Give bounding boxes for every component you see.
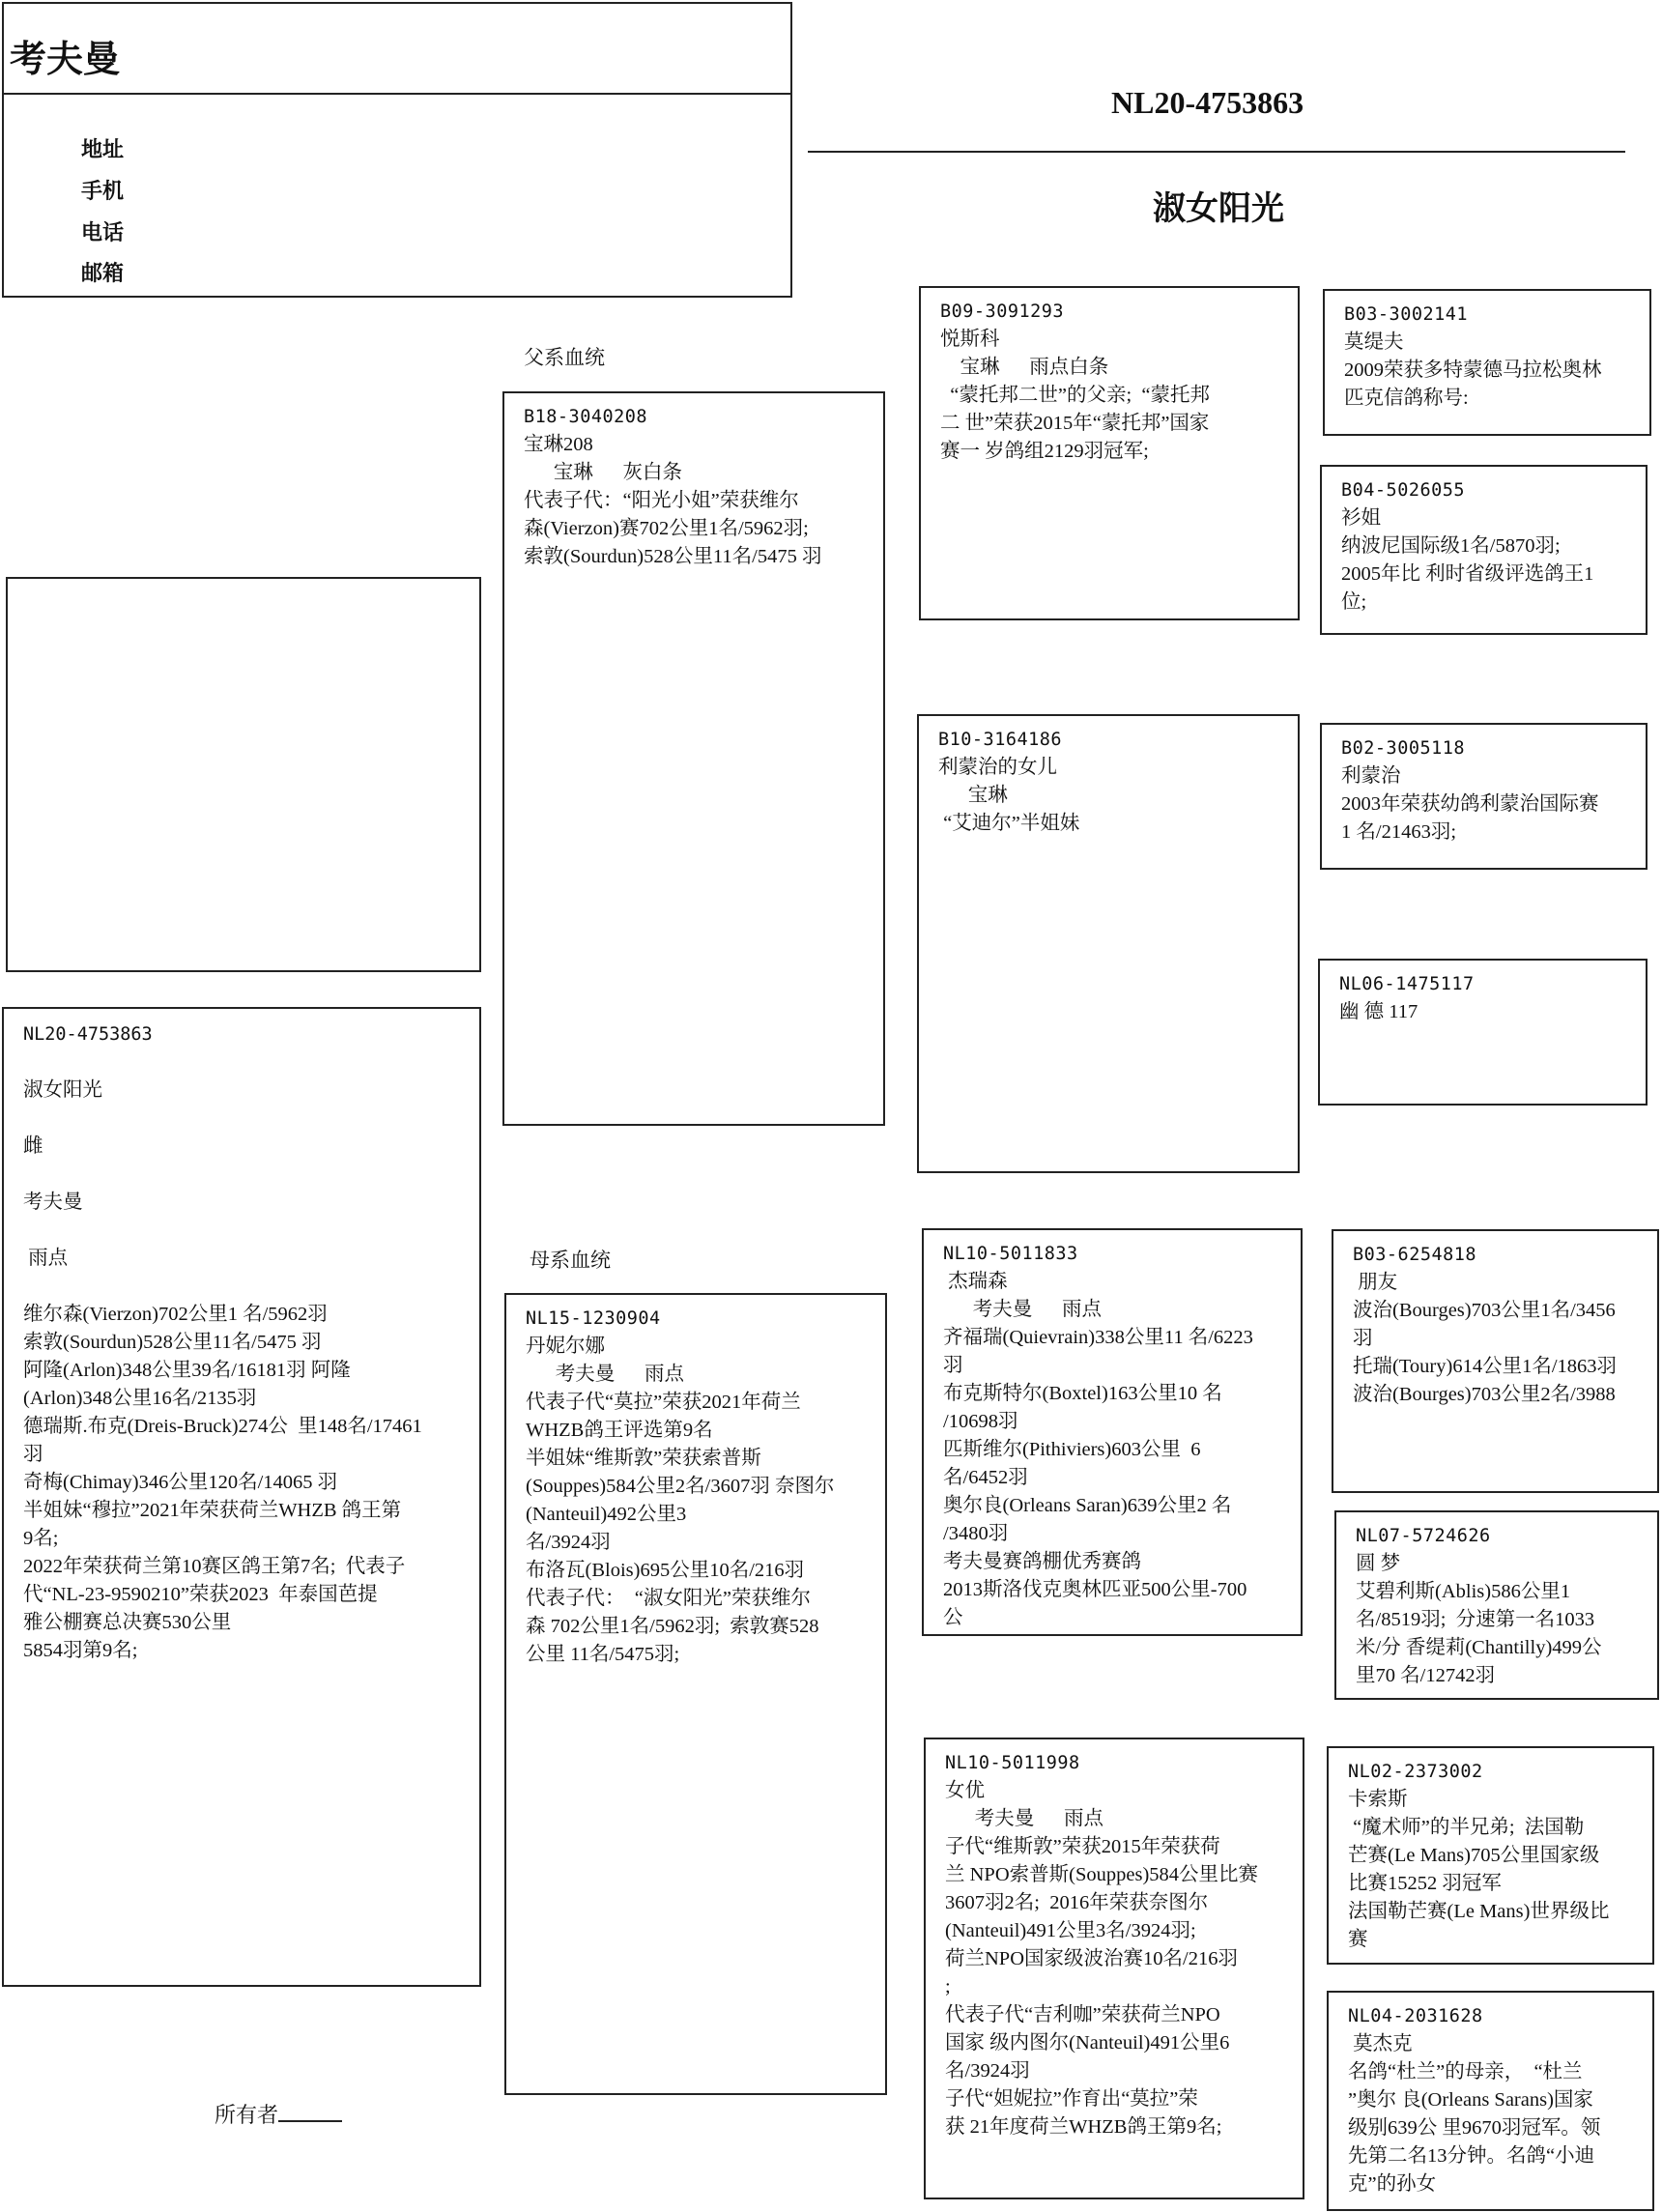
pedigree-line: 羽 (1353, 1328, 1373, 1349)
pedigree-line: “蒙托邦二世”的父亲; “蒙托邦 (940, 385, 1210, 406)
pedigree-line: 里70 名/12742羽 (1356, 1665, 1496, 1686)
pedigree-line: 纳波尼国际级1名/5870羽; (1341, 535, 1561, 557)
dam-dam-sire-card (1327, 1746, 1654, 1965)
pedigree-line: 芒赛(Le Mans)705公里国家级 (1348, 1845, 1600, 1866)
pedigree-line: 名/3924羽 (945, 2060, 1030, 2082)
main-ring-number: NL20-4753863 (23, 1024, 153, 1045)
main-result-line: 雅公棚赛总决赛530公里 (23, 1612, 232, 1633)
pedigree-line: 公里 11名/5475羽; (526, 1644, 680, 1665)
ring-number: NL02-2373002 (1348, 1762, 1483, 1782)
ring-number: NL06-1475117 (1339, 974, 1475, 994)
pedigree-line: 艾碧利斯(Ablis)586公里1 (1356, 1581, 1571, 1602)
pedigree-line: 位; (1341, 591, 1367, 613)
mobile-label: 手机 (81, 180, 125, 204)
pedigree-line: 1 名/21463羽; (1341, 821, 1457, 843)
pedigree-line: 齐福瑞(Quievrain)338公里11 名/6223 (943, 1327, 1253, 1348)
dam-sire-card (922, 1228, 1303, 1636)
pedigree-line: 匹斯维尔(Pithiviers)603公里 6 (943, 1439, 1201, 1460)
pedigree-line: 法国勒芒赛(Le Mans)世界级比 (1348, 1901, 1610, 1922)
dam-line-label: 母系血统 (530, 1249, 611, 1272)
title-divider (808, 151, 1625, 153)
pigeon-name: 朋友 (1353, 1272, 1398, 1293)
title-pigeon-name: 淑女阳光 (1153, 189, 1284, 228)
pedigree-line: 国家 级内图尔(Nanteuil)491公里6 (945, 2032, 1230, 2054)
pedigree-line: 代表子代： “淑女阳光”荣获维尔 (526, 1588, 811, 1609)
pedigree-line: 代表子代“吉利咖”荣获荷兰NPO (945, 2004, 1220, 2025)
ring-number: NL10-5011833 (943, 1244, 1078, 1264)
pedigree-line: “魔术师”的半兄弟; 法国勒 (1348, 1817, 1585, 1838)
pedigree-line: WHZB鸽王评选第9名 (526, 1420, 713, 1441)
pedigree-line: 赛 (1348, 1929, 1368, 1950)
main-pigeon-name: 淑女阳光 (23, 1079, 102, 1101)
dam-sire-sire-card (1332, 1229, 1659, 1493)
pedigree-line: “艾迪尔”半姐妹 (938, 813, 1080, 834)
pedigree-line: 公 (943, 1607, 963, 1628)
pedigree-line: (Nanteuil)492公里3 (526, 1504, 687, 1525)
pedigree-line: 克”的孙女 (1348, 2173, 1437, 2195)
pedigree-line: 波治(Bourges)703公里2名/3988 (1353, 1384, 1616, 1405)
main-result-line: 2022年荣获荷兰第10赛区鸽王第7名; 代表子 (23, 1556, 406, 1577)
ring-number: NL10-5011998 (945, 1753, 1080, 1773)
sire-dam-sire-card (1320, 723, 1648, 870)
pedigree-line: 匹克信鸽称号: (1344, 388, 1469, 409)
main-result-line: 5854羽第9名; (23, 1640, 138, 1661)
pedigree-line: 宝琳 (938, 785, 1008, 806)
pedigree-line: /3480羽 (943, 1523, 1009, 1544)
pedigree-line: 代表子代“莫拉”荣获2021年荷兰 (526, 1392, 801, 1413)
pedigree-line: 森 702公里1名/5962羽; 索敦赛528 (526, 1616, 819, 1637)
pedigree-line: 2005年比 利时省级评选鸽王1 (1341, 563, 1594, 585)
pedigree-line: 考夫曼 雨点 (526, 1364, 684, 1385)
main-breeder: 考夫曼 (23, 1192, 83, 1213)
pedigree-line: 布克斯特尔(Boxtel)163公里10 名 (943, 1383, 1222, 1404)
pedigree-line: 考夫曼赛鸽棚优秀赛鸽 (943, 1551, 1141, 1572)
sire-sire-sire-card (1323, 289, 1651, 436)
pedigree-line: 2013斯洛伐克奥林匹亚500公里-700 (943, 1579, 1247, 1600)
ring-number: B03-3002141 (1344, 304, 1469, 325)
main-result-line: 羽 (23, 1444, 43, 1465)
ring-number: B09-3091293 (940, 302, 1065, 322)
pedigree-line: 考夫曼 雨点 (943, 1299, 1102, 1320)
pedigree-line: 先第二名13分钟。名鸽“小迪 (1348, 2145, 1595, 2167)
ring-number: NL04-2031628 (1348, 2006, 1483, 2026)
pedigree-line: 名/3924羽 (526, 1532, 611, 1553)
pigeon-name: 女优 (945, 1780, 985, 1801)
main-result-line: 9名; (23, 1528, 59, 1549)
ring-number: B10-3164186 (938, 730, 1063, 750)
email-label: 邮箱 (81, 262, 125, 286)
owner-label: 所有者 (215, 2103, 279, 2127)
main-result-line: 代“NL-23-9590210”荣获2023 年泰国芭提 (23, 1584, 378, 1605)
ring-number: B03-6254818 (1353, 1245, 1477, 1265)
main-result-line: 索敦(Sourdun)528公里11名/5475 羽 (23, 1332, 322, 1353)
main-pigeon-card (2, 1007, 481, 1987)
pedigree-line: 索敦(Sourdun)528公里11名/5475 羽 (524, 546, 822, 567)
pedigree-line: 2003年荣获幼鸽利蒙治国际赛 (1341, 793, 1599, 815)
pedigree-line: 比赛15252 羽冠军 (1348, 1873, 1502, 1894)
pedigree-line: 二 世”荣获2015年“蒙托邦”国家 (940, 413, 1210, 434)
pedigree-line: 代表子代：“阳光小姐”荣获维尔 (524, 490, 799, 511)
owner-blank-line (278, 2103, 342, 2122)
pigeon-name: 利蒙治的女儿 (938, 757, 1057, 778)
breeder-header (2, 2, 792, 298)
sire-sire-card (919, 286, 1300, 620)
pedigree-line: 获 21年度荷兰WHZB鸽王第9名; (945, 2116, 1222, 2138)
main-result-line: 阿隆(Arlon)348公里39名/16181羽 阿隆 (23, 1360, 351, 1381)
phone-label: 电话 (81, 221, 125, 245)
pedigree-line: 托瑞(Toury)614公里1名/1863羽 (1353, 1356, 1618, 1377)
pedigree-line: 考夫曼 雨点 (945, 1808, 1103, 1829)
pedigree-line: 2009荣获多特蒙德马拉松奥林 (1344, 359, 1602, 381)
photo-frame (6, 577, 481, 972)
pedigree-line: 3607羽2名; 2016年荣获奈图尔 (945, 1892, 1209, 1913)
pedigree-line: 宝琳 雨点白条 (940, 357, 1109, 378)
pigeon-name: 杰瑞森 (943, 1271, 1008, 1292)
ring-number: NL07-5724626 (1356, 1526, 1491, 1546)
pedigree-line: 子代“妲妮拉”作育出“莫拉”荣 (945, 2088, 1198, 2110)
sire-dam-card (917, 714, 1300, 1173)
pedigree-line: 奥尔良(Orleans Saran)639公里2 名 (943, 1495, 1232, 1516)
dam-sire-dam-card (1334, 1510, 1659, 1700)
main-color: 雨点 (23, 1248, 69, 1269)
pedigree-line: 名鸽“杜兰”的母亲， “杜兰 (1348, 2061, 1583, 2083)
main-result-line: (Arlon)348公里16名/2135羽 (23, 1388, 257, 1409)
address-label: 地址 (81, 138, 125, 162)
sire-card (502, 391, 885, 1126)
pedigree-line: 羽 (943, 1355, 963, 1376)
pedigree-line: 子代“维斯敦”荣获2015年荣获荷 (945, 1836, 1220, 1857)
pedigree-line: ”奥尔 良(Orleans Sarans)国家 (1348, 2089, 1593, 2111)
pedigree-line: 米/分 香缇莉(Chantilly)499公 (1356, 1637, 1602, 1658)
pigeon-name: 丹妮尔娜 (526, 1336, 605, 1357)
sire-line-label: 父系血统 (524, 346, 605, 369)
pedigree-line: 半姐妹“维斯敦”荣获索普斯 (526, 1448, 761, 1469)
main-result-line: 半姐妹“穆拉”2021年荣获荷兰WHZB 鸽王第 (23, 1500, 402, 1521)
main-result-line: 维尔森(Vierzon)702公里1 名/5962羽 (23, 1304, 328, 1325)
header-divider (4, 93, 790, 95)
pigeon-name: 衫姐 (1341, 507, 1381, 529)
ring-number: B04-5026055 (1341, 480, 1466, 501)
pedigree-line: 布洛瓦(Blois)695公里10名/216羽 (526, 1560, 805, 1581)
pigeon-name: 悦斯科 (940, 329, 1000, 350)
pedigree-line: (Nanteuil)491公里3名/3924羽; (945, 1920, 1196, 1941)
sire-sire-dam-card (1320, 465, 1648, 635)
pedigree-line: 赛一 岁鸽组2129羽冠军; (940, 441, 1149, 462)
pedigree-line: 级别639公 里9670羽冠军。领 (1348, 2117, 1601, 2139)
dam-dam-card (924, 1738, 1304, 2199)
pigeon-name: 宝琳208 (524, 434, 593, 455)
pedigree-line: /10698羽 (943, 1411, 1018, 1432)
ring-number: NL15-1230904 (526, 1308, 661, 1329)
pedigree-line: 森(Vierzon)赛702公里1名/5962羽; (524, 518, 809, 539)
owner-field (215, 2099, 342, 2129)
dam-card (504, 1293, 887, 2095)
pedigree-line: 宝琳 灰白条 (524, 462, 682, 483)
pigeon-name: 利蒙治 (1341, 765, 1401, 787)
main-result-line: 德瑞斯.布克(Dreis-Bruck)274公 里148名/17461 (23, 1416, 422, 1437)
pigeon-name: 莫缇夫 (1344, 331, 1404, 353)
pedigree-line: 名/6452羽 (943, 1467, 1028, 1488)
main-sex: 雌 (23, 1135, 43, 1157)
pigeon-name: 卡索斯 (1348, 1789, 1408, 1810)
sire-dam-dam-card (1318, 959, 1648, 1106)
dam-dam-dam-card (1327, 1991, 1654, 2211)
pedigree-line: ; (945, 1976, 951, 1997)
pedigree-line: 波治(Bourges)703公里1名/3456 (1353, 1300, 1616, 1321)
pedigree-line: 兰 NPO索普斯(Souppes)584公里比赛 (945, 1864, 1259, 1885)
pedigree-line: 荷兰NPO国家级波治赛10名/216羽 (945, 1948, 1238, 1969)
pedigree-line: (Souppes)584公里2名/3607羽 奈图尔 (526, 1476, 835, 1497)
pigeon-name: 幽 德 117 (1339, 1001, 1418, 1022)
pedigree-line: 名/8519羽; 分速第一名1033 (1356, 1609, 1595, 1630)
ring-number: B18-3040208 (524, 407, 648, 427)
main-results (23, 1301, 470, 1665)
title-ring-number: NL20-4753863 (1111, 85, 1304, 120)
pigeon-name: 圆 梦 (1356, 1553, 1401, 1574)
breeder-name: 考夫曼 (10, 38, 121, 80)
pigeon-name: 莫杰克 (1348, 2033, 1413, 2054)
main-result-line: 奇梅(Chimay)346公里120名/14065 羽 (23, 1472, 338, 1493)
ring-number: B02-3005118 (1341, 738, 1466, 759)
